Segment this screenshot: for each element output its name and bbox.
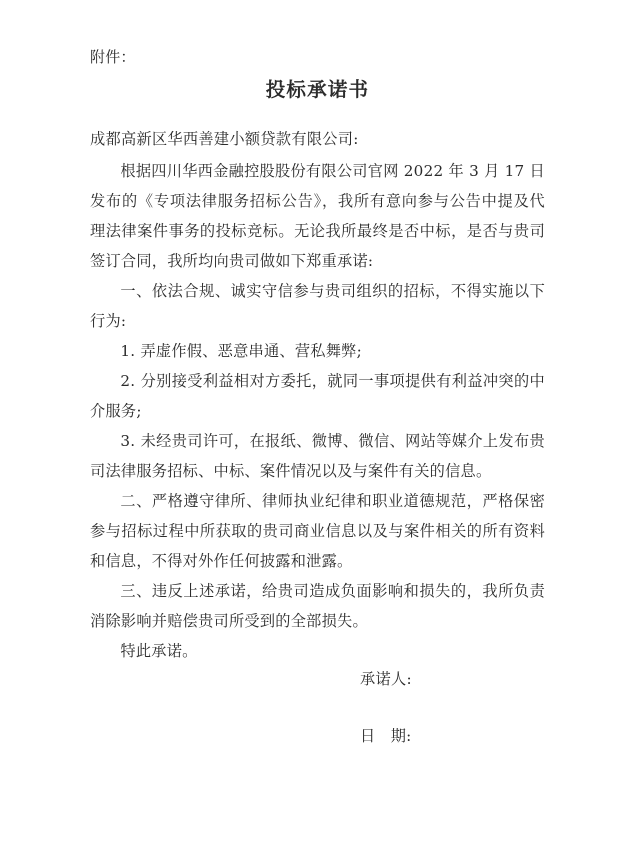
promisor-label: 承诺人: — [360, 670, 412, 688]
date-label-second-char: 期: — [390, 727, 412, 745]
addressee-line: 成都高新区华西善建小额贷款有限公司: — [90, 130, 359, 148]
date-label — [360, 721, 560, 751]
page-title: 投标承诺书 — [265, 78, 370, 101]
paragraph-clause-one-item-2: 2. 分别接受利益相对方委托，就同一事项提供有利益冲突的中介服务; — [90, 372, 545, 420]
paragraph-clause-one: 一、依法合规、诚实守信参与贵司组织的招标，不得实施以下行为: — [90, 282, 545, 330]
paragraph-clause-one-item-1: 1. 弄虚作假、恶意串通、营私舞弊; — [120, 342, 362, 360]
paragraph-clause-three: 三、违反上述承诺，给贵司造成负面影响和损失的，我所负责消除影响并赔偿贵司所受到的全部损失。 — [90, 582, 545, 630]
paragraph-closing: 特此承诺。 — [120, 642, 198, 660]
paragraph-clause-one-item-3: 3. 未经贵司许可，在报纸、微博、微信、网站等媒介上发布贵司法律服务招标、中标、案件情况以及与案件有关的信息。 — [90, 432, 545, 480]
document-body — [90, 44, 545, 666]
date-label-first-char: 日 — [360, 727, 376, 745]
signature-block — [360, 664, 560, 751]
attachment-label: 附件： — [90, 48, 136, 66]
paragraph-intro: 根据四川华西金融控股股份有限公司官网 2022 年 3 月 17 日发布的《专项法律服务招标公告》，我所有意向参与公告中提及代理法律案件事务的投标竞标。无论我所最终是否中标，是否与贵司签订合同，我所均向贵司做如下郑重承诺: — [90, 162, 545, 270]
paragraph-clause-two: 二、严格遵守律所、律师执业纪律和职业道德规范，严格保密参与招标过程中所获取的贵司商业信息以及与案件相关的所有资料和信息，不得对外作任何披露和泄露。 — [90, 492, 545, 570]
